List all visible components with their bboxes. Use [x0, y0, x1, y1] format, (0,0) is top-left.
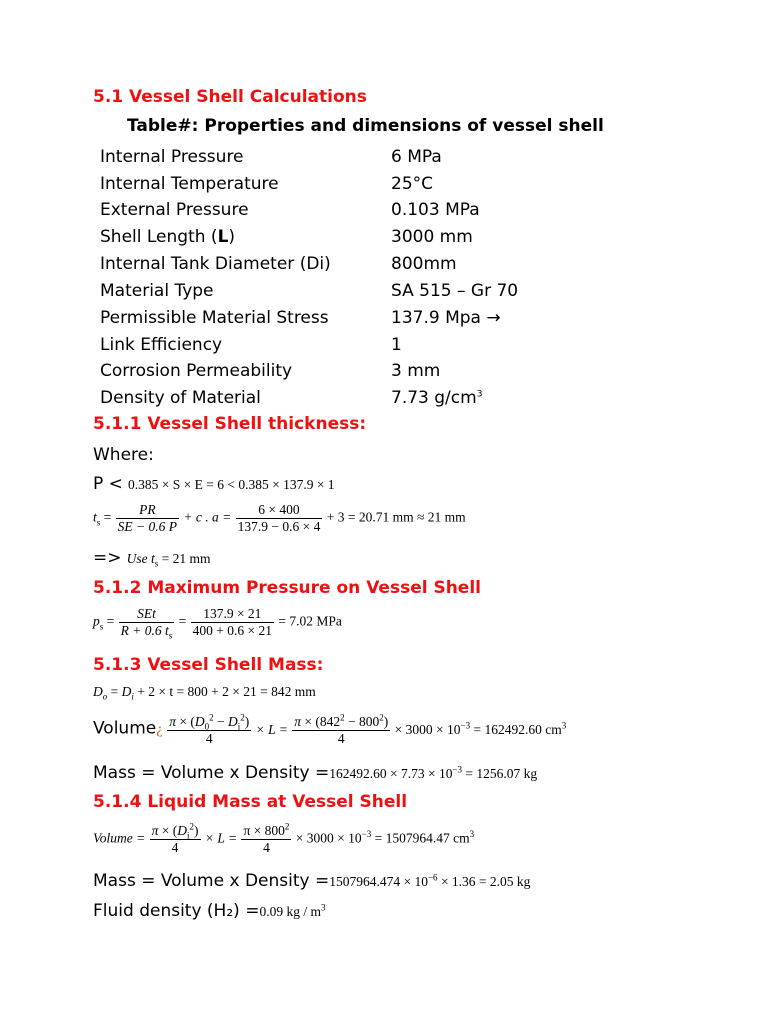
- fraction: $\frac{\pi \times (D_i^2)}{4}$: [151, 821, 199, 855]
- row-value: 6 MPa: [391, 147, 442, 167]
- mass-heading: 5.1.3 Vessel Shell Mass:: [93, 655, 324, 675]
- volume-equation: Volume¿ $\frac{\pi \times (D_0^2 - D_i^2)}{4}$ × L = $\frac{\pi \times (842^2 - 800^2)}{4}$ × $3000 \times 10^{-3} = 162492.60$ $cm^3$: [93, 712, 567, 746]
- use-thickness: => Use $t_s = 21$ mm: [93, 548, 211, 569]
- implies-arrow: =>: [93, 548, 122, 568]
- row-value: 0.103 MPa: [391, 200, 480, 220]
- row-value: 1: [391, 335, 402, 355]
- p-expression: 0.385 × S × E = 6 < 0.385 × 137.9 × 1: [128, 477, 335, 492]
- row-value: [391, 388, 482, 408]
- max-pressure-equation: $p_s$ = $\frac{\text{SEt}}{R + 0.6 t_s}$ = $\frac{137.9 \times 21}{400 + 0.6 \times 21}$ = 7.02 MPa: [93, 606, 342, 641]
- row-label: [100, 227, 235, 247]
- fluid-density-value: 0.09 kg / m: [259, 904, 321, 919]
- fraction: $\frac{\pi \times (842^2 - 800^2)}{4}$: [294, 712, 389, 746]
- liquid-mass-equation: Mass = Volume x Density $=1507964.474 \times 10^{-6} \times 1.36 = 2.05$ kg: [93, 871, 531, 891]
- max-pressure-heading: 5.1.2 Maximum Pressure on Vessel Shell: [93, 578, 481, 598]
- row-label-bold: L: [217, 227, 229, 247]
- volume-label: Volume: [93, 718, 157, 739]
- thickness-equation: $t_s$ = $\frac{PR}{SE - 0.6 P}$ + c . a = $\frac{6 \times 400}{137.9 - 0.6 \times 4}$ + 3 = 20.71 mm ≈ 21 mm: [93, 502, 466, 534]
- fluid-density-line: Fluid density (H₂) =0.09 kg / $m^3$: [93, 901, 326, 921]
- liquid-volume-equation: Volume = $\frac{\pi \times (D_i^2)}{4}$ × L = $\frac{\pi \times 800^2}{4}$ × $3000 \times 10^{-3} = 1507964.47$ $cm^3$: [93, 821, 475, 855]
- fraction: $\frac{\text{SEt}}{R + 0.6 t_s}$: [120, 606, 173, 641]
- fraction: $\frac{\pi \times (D_0^2 - D_i^2)}{4}$: [169, 712, 250, 746]
- row-label-pre: Shell Length (: [100, 227, 218, 247]
- shell-mass-equation: Mass = Volume x Density $=162492.60 \times 7.73 \times 10^{-3} = 1256.07$ kg: [93, 763, 538, 783]
- outer-diameter-equation: $D_o = D_i + 2 \times t = 800 + 2 \times 21 = 842$ mm: [93, 684, 316, 702]
- row-value: 800mm: [391, 254, 457, 274]
- fluid-density-label: Fluid density (H₂) =: [93, 901, 260, 921]
- liquid-mass-heading: 5.1.4 Liquid Mass at Vessel Shell: [93, 792, 408, 812]
- mass-label: Mass = Volume x Density =: [93, 763, 330, 783]
- row-label: External Pressure: [100, 200, 249, 220]
- p-label: P <: [93, 474, 123, 494]
- table-caption: Table#: Properties and dimensions of vessel shell: [127, 116, 604, 136]
- pressure-condition: [93, 474, 335, 494]
- row-value: SA 515 – Gr 70: [391, 281, 519, 301]
- section-title: 5.1 Vessel Shell Calculations: [93, 87, 367, 107]
- where-label: Where:: [93, 445, 154, 465]
- row-value: 137.9 Mpa →: [391, 308, 501, 328]
- row-value: 25°C: [391, 174, 434, 194]
- row-value-text: 7.73 g/cm: [391, 388, 477, 408]
- row-label: Link Efficiency: [100, 335, 223, 355]
- fraction: $\frac{6 \times 400}{137.9 - 0.6 \times 4}$: [237, 502, 321, 534]
- row-value-sup: 3: [476, 389, 483, 400]
- row-label: Internal Tank Diameter (Di): [100, 254, 331, 274]
- row-value: 3 mm: [391, 361, 441, 381]
- fraction: $\frac{137.9 \times 21}{400 + 0.6 \times 21}$: [192, 606, 272, 638]
- row-label: Corrosion Permeability: [100, 361, 293, 381]
- row-value: 3000 mm: [391, 227, 473, 247]
- row-label: Density of Material: [100, 388, 261, 408]
- fraction: $\frac{\pi \times 800^2}{4}$: [243, 821, 290, 855]
- fraction: $\frac{PR}{SE - 0.6 P}$: [117, 502, 178, 534]
- row-label: Internal Temperature: [100, 174, 279, 194]
- row-label: Internal Pressure: [100, 147, 244, 167]
- mass-label: Mass = Volume x Density =: [93, 871, 330, 891]
- thickness-heading: 5.1.1 Vessel Shell thickness:: [93, 414, 367, 434]
- row-label: Material Type: [100, 281, 214, 301]
- row-label: Permissible Material Stress: [100, 308, 329, 328]
- row-label-post: ): [228, 227, 236, 247]
